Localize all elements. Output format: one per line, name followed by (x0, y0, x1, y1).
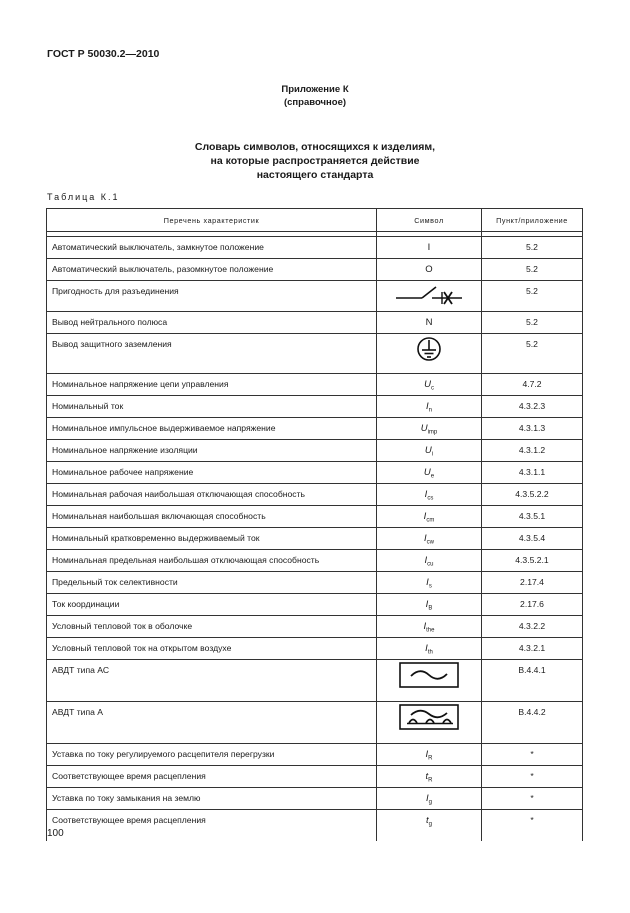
title-line: на которые распространяется действие (210, 155, 420, 167)
clause-cell: 4.3.5.2.2 (482, 484, 583, 506)
symbol-cell (377, 810, 482, 842)
symbol-subscript: e (430, 473, 435, 480)
symbol-letter: I (426, 577, 429, 588)
clause-cell: * (482, 810, 583, 842)
symbol-cell (377, 396, 482, 418)
clause-cell: 5.2 (482, 334, 583, 374)
symbol-letter: t (426, 815, 429, 826)
symbol-cell (377, 237, 482, 259)
clause-cell: 4.3.1.3 (482, 418, 583, 440)
symbol-cell (377, 766, 482, 788)
rcd-type-ac-symbol (399, 680, 459, 690)
characteristic-cell: Ток координации (47, 594, 377, 616)
symbol-subscript: n (428, 407, 432, 414)
symbol-letter: U (424, 379, 431, 390)
clause-cell: 4.3.2.3 (482, 396, 583, 418)
clause-cell: * (482, 744, 583, 766)
symbol-letter: I (424, 489, 428, 500)
protective-earth-symbol (416, 354, 442, 364)
characteristic-cell: Автоматический выключатель, замкнутое положение (47, 237, 377, 259)
title-line: настоящего стандарта (256, 169, 374, 181)
symbol-subscript: B (428, 605, 433, 612)
characteristic-cell: Номинальное напряжение цепи управления (47, 374, 377, 396)
symbol-letter: I (425, 749, 429, 760)
column-header: Пункт/приложение (482, 209, 583, 232)
table-row (47, 702, 583, 744)
symbol-cell (377, 702, 482, 744)
symbol-cell (377, 259, 482, 281)
symbol-subscript: R (428, 777, 433, 784)
characteristic-cell: Условный тепловой ток в оболочке (47, 616, 377, 638)
symbol-cell (377, 572, 482, 594)
symbol-cell (377, 594, 482, 616)
table-row (47, 766, 583, 788)
symbol-cell (377, 506, 482, 528)
table-row (47, 744, 583, 766)
characteristic-cell: Вывод защитного заземления (47, 334, 377, 374)
clause-cell: 4.3.2.1 (482, 638, 583, 660)
clause-cell: B.4.4.1 (482, 660, 583, 702)
column-header: Символ (377, 209, 482, 232)
symbol-subscript: cm (426, 517, 435, 524)
symbol-letter: I (423, 511, 427, 522)
symbol-letter: I (425, 643, 428, 654)
clause-cell: 2.17.6 (482, 594, 583, 616)
symbol-letter: I (424, 533, 427, 544)
symbol-letter: U (424, 445, 432, 456)
symbol-letter: N (425, 317, 433, 328)
table-label: Таблица К.1 (47, 192, 120, 202)
symbol-letter: I (426, 793, 429, 804)
symbol-cell (377, 528, 482, 550)
column-header: Перечень характеристик (47, 209, 377, 232)
symbol-cell (377, 660, 482, 702)
characteristic-cell: Автоматический выключатель, разомкнутое положение (47, 259, 377, 281)
table-row (47, 660, 583, 702)
symbol-cell (377, 312, 482, 334)
symbol-cell (377, 374, 482, 396)
rcd-type-a-symbol (399, 722, 459, 732)
table-row (47, 506, 583, 528)
characteristic-cell: Условный тепловой ток на открытом воздухе (47, 638, 377, 660)
annex-subtitle: (справочное) (283, 97, 347, 108)
characteristic-cell: Номинальное импульсное выдерживаемое напряжение (47, 418, 377, 440)
symbol-cell (377, 744, 482, 766)
annex-title: Приложение К (281, 84, 349, 95)
table-row (47, 594, 583, 616)
clause-cell: * (482, 766, 583, 788)
symbol-letter: I (424, 555, 428, 566)
table-row (47, 462, 583, 484)
page-title (0, 140, 630, 182)
clause-cell: * (482, 788, 583, 810)
symbol-cell (377, 418, 482, 440)
characteristic-cell: Соответствующее время расцепления (47, 766, 377, 788)
symbol-subscript: the (426, 627, 435, 634)
symbol-subscript: th (427, 649, 433, 656)
characteristic-cell: Уставка по току замыкания на землю (47, 788, 377, 810)
clause-cell: 4.3.1.2 (482, 440, 583, 462)
isolation-symbol (394, 297, 464, 307)
table-row (47, 550, 583, 572)
symbol-cell (377, 788, 482, 810)
symbol-subscript: g (428, 821, 432, 828)
characteristic-cell: Номинальное напряжение изоляции (47, 440, 377, 462)
clause-cell: 4.3.5.4 (482, 528, 583, 550)
table-row (47, 334, 583, 374)
symbol-cell (377, 550, 482, 572)
symbol-cell (377, 484, 482, 506)
table-row (47, 396, 583, 418)
symbol-cell (377, 281, 482, 312)
characteristic-cell: Вывод нейтрального полюса (47, 312, 377, 334)
symbol-subscript: s (428, 583, 432, 590)
characteristic-cell: Соответствующее время расцепления (47, 810, 377, 842)
clause-cell: 5.2 (482, 237, 583, 259)
characteristic-cell: Номинальный кратковременно выдерживаемый ток (47, 528, 377, 550)
table-row (47, 788, 583, 810)
clause-cell: 4.3.1.1 (482, 462, 583, 484)
table-row (47, 484, 583, 506)
characteristic-cell: АВДТ типа АС (47, 660, 377, 702)
symbol-subscript: c (430, 385, 434, 392)
characteristic-cell: Номинальная предельная наибольшая отключающая способность (47, 550, 377, 572)
table-row (47, 418, 583, 440)
characteristic-cell: Пригодность для разъединения (47, 281, 377, 312)
symbol-subscript: cs (427, 495, 434, 502)
clause-cell: 5.2 (482, 312, 583, 334)
symbol-cell (377, 334, 482, 374)
characteristic-cell: Номинальная наибольшая включающая способность (47, 506, 377, 528)
clause-cell: 4.3.5.1 (482, 506, 583, 528)
clause-cell: 4.3.5.2.1 (482, 550, 583, 572)
table-row (47, 237, 583, 259)
characteristic-cell: Номинальное рабочее напряжение (47, 462, 377, 484)
page-number: 100 (47, 828, 64, 839)
clause-cell: B.4.4.2 (482, 702, 583, 744)
clause-cell: 5.2 (482, 259, 583, 281)
symbol-letter: I (427, 242, 431, 253)
symbol-letter: t (425, 771, 429, 782)
characteristic-cell: АВДТ типа А (47, 702, 377, 744)
symbol-cell (377, 440, 482, 462)
table-row (47, 440, 583, 462)
table-header-row (47, 209, 583, 232)
symbols-table (46, 208, 583, 841)
symbol-letter: I (426, 401, 429, 412)
table-row (47, 638, 583, 660)
table-row (47, 810, 583, 842)
characteristic-cell: Номинальная рабочая наибольшая отключающая способность (47, 484, 377, 506)
clause-cell: 4.7.2 (482, 374, 583, 396)
symbol-cell (377, 462, 482, 484)
title-line: Словарь символов, относящихся к изделиям, (194, 141, 436, 153)
symbol-cell (377, 616, 482, 638)
symbol-letter: I (423, 621, 427, 632)
annex-heading (0, 83, 630, 109)
symbol-subscript: cw (426, 539, 434, 546)
clause-cell: 4.3.2.2 (482, 616, 583, 638)
document-code: ГОСТ Р 50030.2—2010 (47, 48, 160, 60)
table-row (47, 374, 583, 396)
symbol-subscript: imp (427, 429, 438, 436)
characteristic-cell: Уставка по току регулируемого расцепителя перегрузки (47, 744, 377, 766)
table-row (47, 259, 583, 281)
symbol-letter: U (423, 467, 431, 478)
characteristic-cell: Предельный ток селективности (47, 572, 377, 594)
clause-cell: 2.17.4 (482, 572, 583, 594)
symbol-letter: U (420, 423, 428, 434)
symbol-letter: I (425, 599, 429, 610)
symbol-subscript: cu (427, 561, 434, 568)
symbol-subscript: g (428, 799, 432, 806)
table-row (47, 281, 583, 312)
symbol-cell (377, 638, 482, 660)
symbol-subscript: R (428, 755, 433, 762)
characteristic-cell: Номинальный ток (47, 396, 377, 418)
table-row (47, 528, 583, 550)
symbol-letter: O (425, 264, 433, 275)
table-body (47, 232, 583, 842)
clause-cell: 5.2 (482, 281, 583, 312)
table-row (47, 572, 583, 594)
symbol-subscript: i (431, 451, 434, 458)
table-row (47, 616, 583, 638)
table-row (47, 312, 583, 334)
